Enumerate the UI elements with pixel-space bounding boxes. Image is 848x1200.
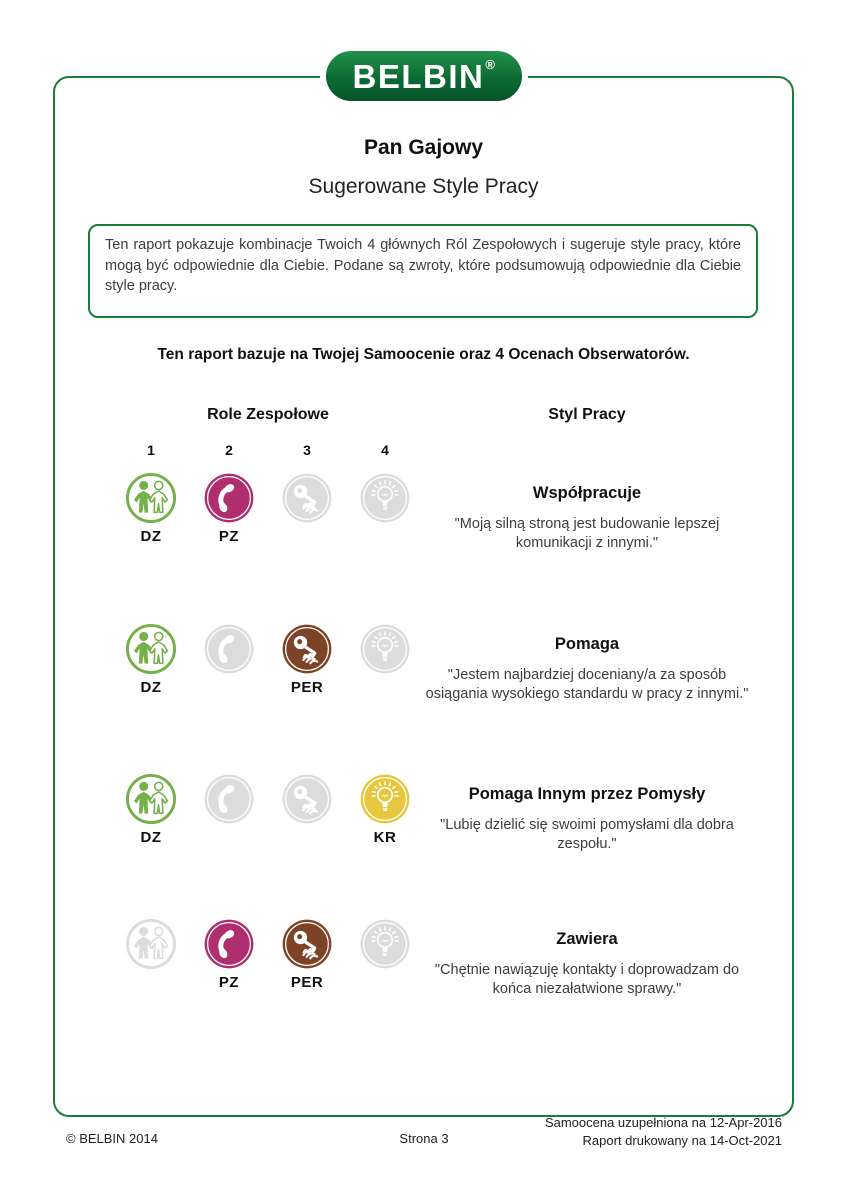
teamworker-icon [112, 918, 190, 992]
style-quote: "Moją silną stroną jest budowanie lepszej komunikacji z innymi." [454, 516, 720, 551]
teamworker-icon [112, 773, 190, 847]
role-row [55, 918, 792, 1048]
team-roles-header: Role Zespołowe [207, 406, 329, 423]
style-quote: "Lubię dzielić się swoimi pomysłami dla dobra zespołu." [440, 817, 734, 852]
page-title: Sugerowane Style Pracy [308, 175, 539, 198]
role-label: PZ [218, 528, 240, 545]
style-title: Pomaga Innym przez Pomysły [468, 785, 706, 803]
lightbulb-icon [346, 623, 424, 697]
intro-box [88, 224, 758, 318]
lightbulb-icon [346, 773, 424, 847]
footer-copyright: © BELBIN 2014 [66, 1131, 158, 1146]
footer-dates [545, 1114, 782, 1151]
lightbulb-icon [346, 472, 424, 546]
style-text-block [417, 918, 757, 999]
registered-trademark-symbol: ® [485, 56, 497, 72]
role-label: KR [373, 829, 397, 846]
role-label: PZ [218, 974, 240, 991]
role-row [55, 623, 792, 753]
footer-assessment-date: Samoocena uzupełniona na 12-Apr-2016 [544, 1115, 782, 1130]
telephone-icon [190, 472, 268, 546]
style-title: Zawiera [556, 930, 618, 948]
key-hand-icon [268, 773, 346, 847]
role-icons-group [112, 773, 424, 847]
key-hand-icon [268, 472, 346, 546]
role-icons-group [112, 472, 424, 546]
role-label: PER [290, 974, 324, 991]
role-icons-group [112, 918, 424, 992]
style-quote: "Chętnie nawiązuję kontakty i doprowadzam do końca niezałatwione sprawy." [434, 962, 740, 997]
teamworker-icon [112, 623, 190, 697]
belbin-logo [326, 51, 522, 101]
style-title: Współpracuje [532, 484, 642, 502]
page-frame [53, 76, 794, 1117]
telephone-icon [190, 623, 268, 697]
role-label: PER [290, 679, 324, 696]
style-text-block [417, 773, 757, 854]
basis-statement: Ten raport bazuje na Twojej Samoocenie oraz 4 Ocenach Obserwatorów. [157, 346, 690, 363]
person-name: Pan Gajowy [363, 136, 484, 159]
column-number-1: 1 [147, 442, 155, 458]
role-row [55, 472, 792, 602]
footer-page-number: Strona 3 [399, 1131, 449, 1146]
style-quote: "Jestem najbardziej doceniany/a za sposób osiągania wysokiego standardu w pracy z innymi." [425, 667, 749, 702]
intro-text: Ten raport pokazuje kombinacje Twoich 4 głównych Ról Zespołowych i sugeruje style pracy, które mogą być odpowiednie dla Ciebie. Podane są zwroty, które podsumowują odpowiednie dla Ciebie style pracy. [105, 237, 741, 295]
key-hand-icon [268, 918, 346, 992]
column-number-2: 2 [225, 442, 233, 458]
role-label: DZ [140, 829, 162, 846]
role-row [55, 773, 792, 903]
column-number-3: 3 [303, 442, 311, 458]
belbin-logo-text: BELBIN® [352, 56, 497, 95]
work-style-header: Styl Pracy [548, 406, 626, 423]
telephone-icon [190, 773, 268, 847]
telephone-icon [190, 918, 268, 992]
teamworker-icon [112, 472, 190, 546]
style-title: Pomaga [554, 635, 620, 653]
style-text-block [417, 623, 757, 704]
footer-print-date: Raport drukowany na 14-Oct-2021 [582, 1133, 782, 1149]
column-numbers [112, 442, 424, 458]
role-label: DZ [140, 528, 162, 545]
column-number-4: 4 [381, 442, 389, 458]
role-icons-group [112, 623, 424, 697]
role-label: DZ [140, 679, 162, 696]
key-hand-icon [268, 623, 346, 697]
style-text-block [417, 472, 757, 553]
lightbulb-icon [346, 918, 424, 992]
